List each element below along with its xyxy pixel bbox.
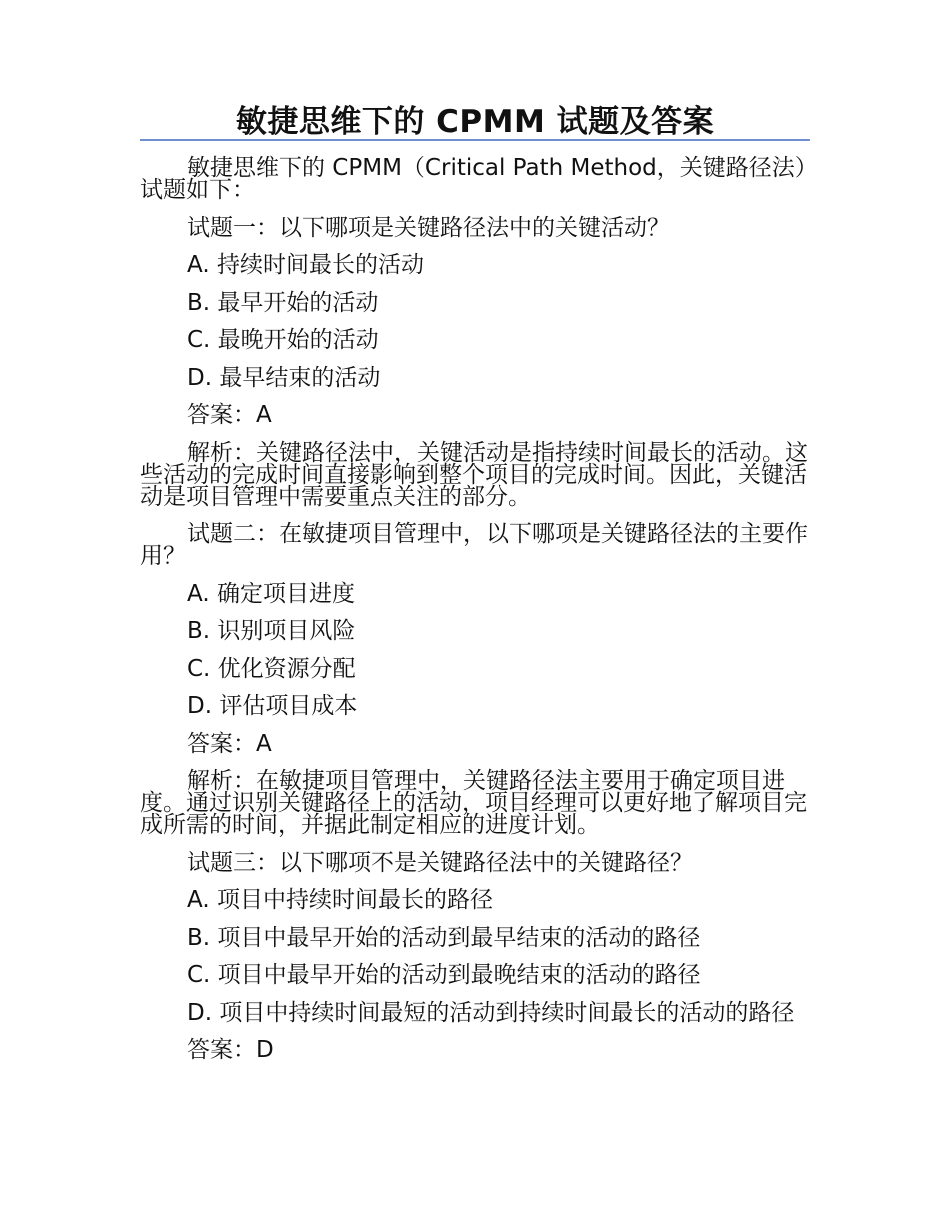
question-3-option-a: A. 项目中持续时间最长的路径	[187, 887, 493, 913]
question-2-option-d: D. 评估项目成本	[187, 693, 358, 719]
question-1: 试题一：以下哪项是关键路径法中的关键活动？	[187, 214, 670, 241]
question-3: 试题三：以下哪项不是关键路径法中的关键路径？	[187, 849, 693, 876]
question-3-option-c: C. 项目中最早开始的活动到最晚结束的活动的路径	[187, 962, 701, 988]
question-1-option-b: B. 最早开始的活动	[187, 289, 379, 316]
intro-paragraph: 敏捷思维下的 CPMM（Critical Path Method，关键路径法）试题如下：	[140, 155, 807, 203]
question-2-option-c: C. 优化资源分配	[187, 655, 356, 682]
question-1-explanation: 解析：关键路径法中，关键活动是指持续时间最长的活动。这些活动的完成时间直接影响到整个项目的完成时间。因此，关键活动是项目管理中需要重点关注的部分。	[140, 439, 808, 510]
question-2-explanation: 解析：在敏捷项目管理中，关键路径法主要用于确定项目进度。通过识别关键路径上的活动，项目经理可以更好地了解项目完成所需的时间，并据此制定相应的进度计划。	[140, 768, 807, 838]
question-1-answer: 答案：A	[187, 402, 272, 428]
question-3-answer: 答案：D	[187, 1037, 274, 1063]
question-2-option-b: B. 识别项目风险	[187, 618, 356, 644]
document-body	[140, 157, 810, 1077]
question-1-option-d: D. 最早结束的活动	[187, 364, 381, 391]
title-underline	[140, 139, 810, 141]
question-3-option-b: B. 项目中最早开始的活动到最早结束的活动的路径	[187, 924, 701, 951]
question-2: 试题二：在敏捷项目管理中，以下哪项是关键路径法的主要作用？	[140, 521, 808, 569]
question-3-option-d: D. 项目中持续时间最短的活动到持续时间最长的活动的路径	[187, 999, 795, 1026]
question-2-option-a: A. 确定项目进度	[187, 580, 355, 607]
document-title: 敏捷思维下的 CPMM 试题及答案	[235, 104, 715, 140]
question-1-option-a: A. 持续时间最长的活动	[187, 252, 424, 278]
question-1-option-c: C. 最晚开始的活动	[187, 327, 379, 353]
question-2-answer: 答案：A	[187, 730, 272, 757]
